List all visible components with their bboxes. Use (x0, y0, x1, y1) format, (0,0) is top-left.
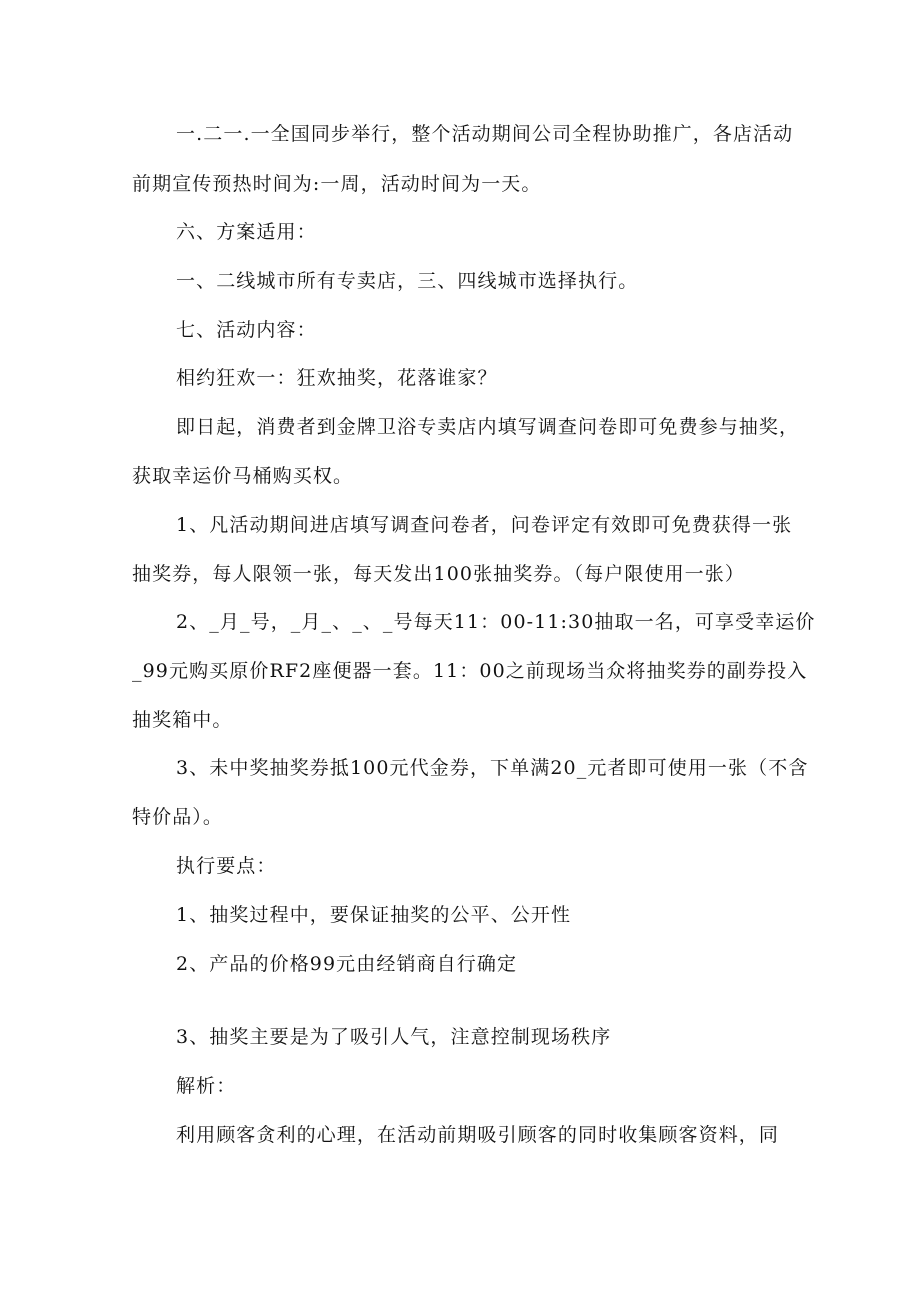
list-item: 1、抽奖过程中，要保证抽奖的公平、公开性 (176, 904, 572, 926)
paragraph-line: 一、二线城市所有专卖店，三、四线城市选择执行。 (176, 270, 639, 292)
paragraph-line: 即日起，消费者到金牌卫浴专卖店内填写调查问卷即可免费参与抽奖， (176, 416, 800, 438)
paragraph-line: 相约狂欢一：狂欢抽奖，花落谁家？ (176, 367, 498, 389)
list-item: 特价品）。 (132, 806, 224, 828)
list-item: 2、_月_号，_月_、_、_号每天11：00-11:30抽取一名，可享受幸运价 (176, 611, 816, 633)
list-item: 抽奖券，每人限领一张，每天发出100张抽奖券。（每户限使用一张） (132, 563, 745, 585)
list-item: 1、凡活动期间进店填写调查问卷者，问卷评定有效即可免费获得一张 (176, 514, 793, 536)
section-heading: 解析： (176, 1075, 237, 1097)
list-item: 3、抽奖主要是为了吸引人气，注意控制现场秩序 (176, 1026, 612, 1048)
section-heading: 执行要点： (176, 855, 277, 877)
paragraph-line: 一.二一.一全国同步举行，整个活动期间公司全程协助推广，各店活动 (176, 123, 794, 145)
section-heading: 七、活动内容： (176, 319, 317, 341)
paragraph-line: 前期宣传预热时间为:一周，活动时间为一天。 (132, 173, 542, 195)
list-item: 2、产品的价格99元由经销商自行确定 (176, 953, 518, 975)
list-item: 抽奖箱中。 (132, 709, 233, 731)
list-item: 3、未中奖抽奖券抵100元代金券，下单满20_元者即可使用一张（不含 (176, 757, 809, 779)
section-heading: 六、方案适用： (176, 221, 317, 243)
paragraph-line: 获取幸运价马桶购买权。 (132, 465, 354, 487)
paragraph-line: 利用顾客贪利的心理，在活动前期吸引顾客的同时收集顾客资料，同 (176, 1124, 780, 1146)
list-item: _99元购买原价RF2座便器一套。11：00之前现场当众将抽奖券的副券投入 (132, 660, 808, 682)
